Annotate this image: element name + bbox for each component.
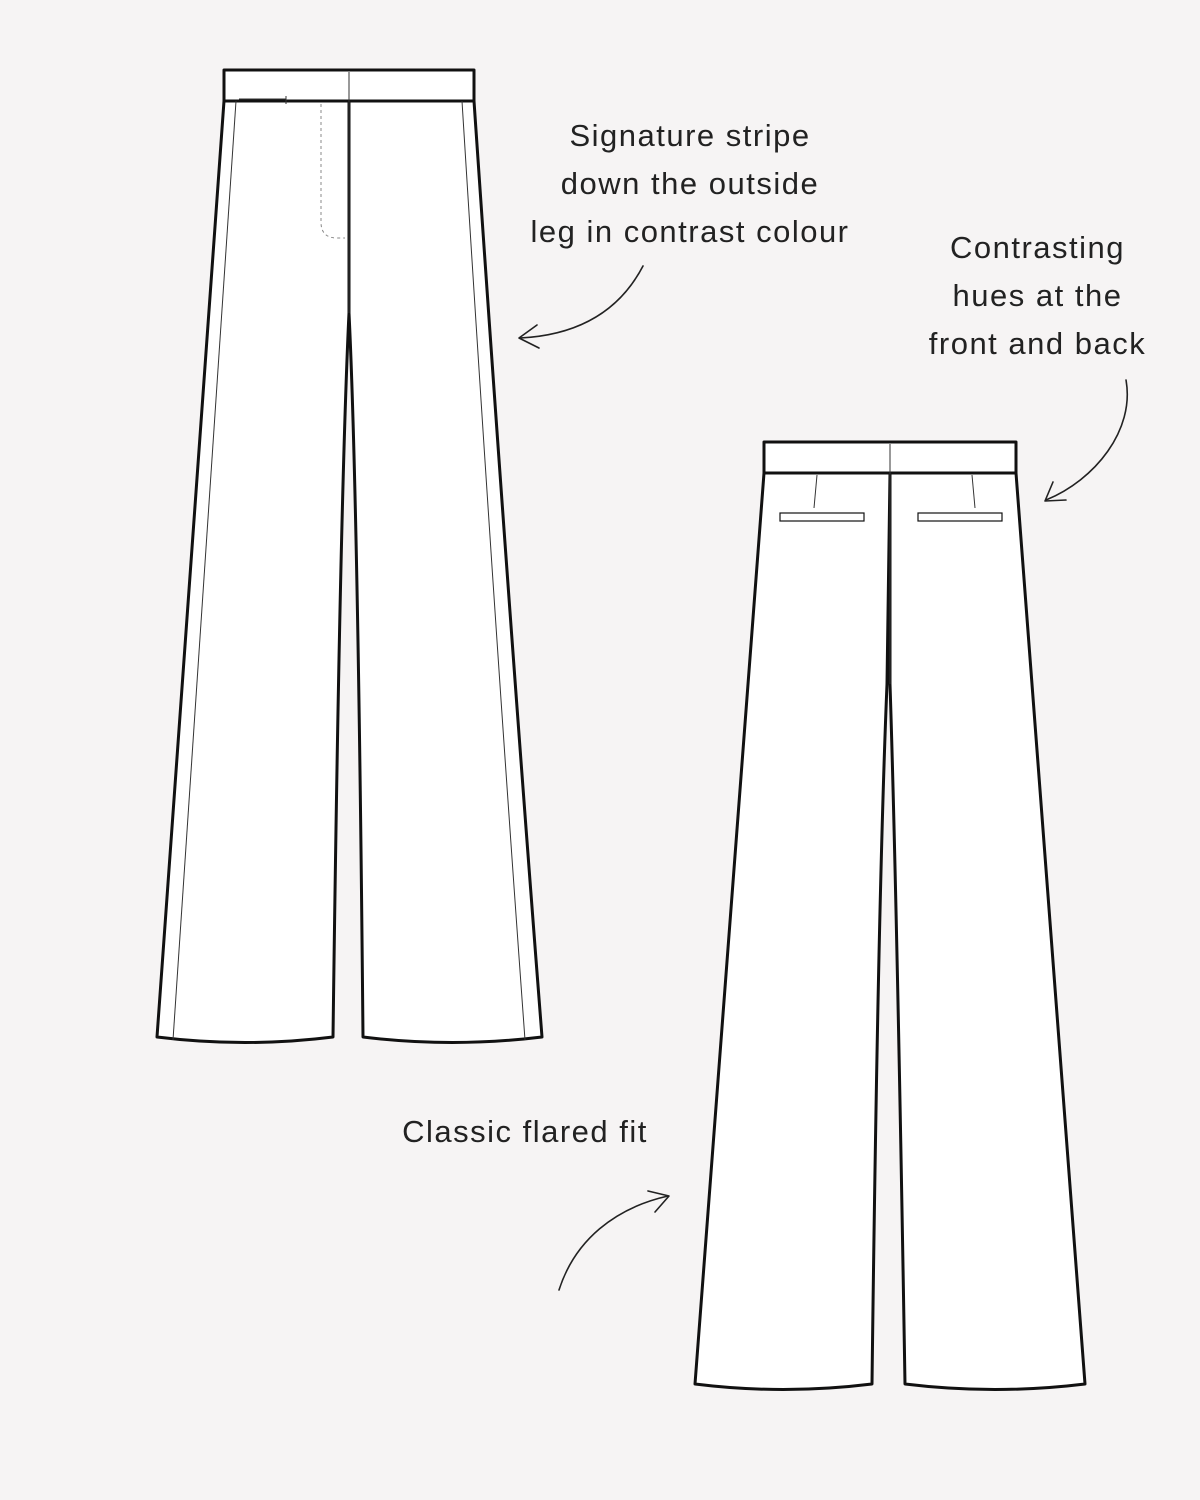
back-trousers-illustration (695, 442, 1085, 1390)
annotation-hues-line-2: hues at the (952, 278, 1123, 313)
arrow-hues-line (1046, 380, 1127, 500)
annotation-signature-stripe (505, 112, 875, 256)
arrow-stripe-line (520, 266, 643, 338)
front-trousers-illustration (157, 70, 542, 1043)
arrow-hues (1045, 380, 1127, 501)
front-left-leg (157, 101, 349, 1043)
annotation-flared-fit (380, 1108, 670, 1156)
arrow-fit-head (648, 1191, 669, 1212)
annotation-stripe-line-2: down the outside (560, 166, 820, 201)
annotation-fit-line-1: Classic flared fit (402, 1114, 648, 1149)
back-left-leg (695, 473, 890, 1390)
back-right-leg (890, 473, 1085, 1390)
arrow-fit-line (559, 1196, 668, 1290)
annotation-stripe-line-1: Signature stripe (569, 118, 811, 153)
arrow-fit (559, 1191, 669, 1290)
annotation-hues-line-3: front and back (928, 326, 1147, 361)
annotation-hues-line-1: Contrasting (949, 230, 1126, 265)
annotation-stripe-line-3: leg in contrast colour (530, 214, 850, 249)
arrow-stripe (519, 266, 643, 348)
annotation-contrasting-hues (905, 224, 1170, 368)
